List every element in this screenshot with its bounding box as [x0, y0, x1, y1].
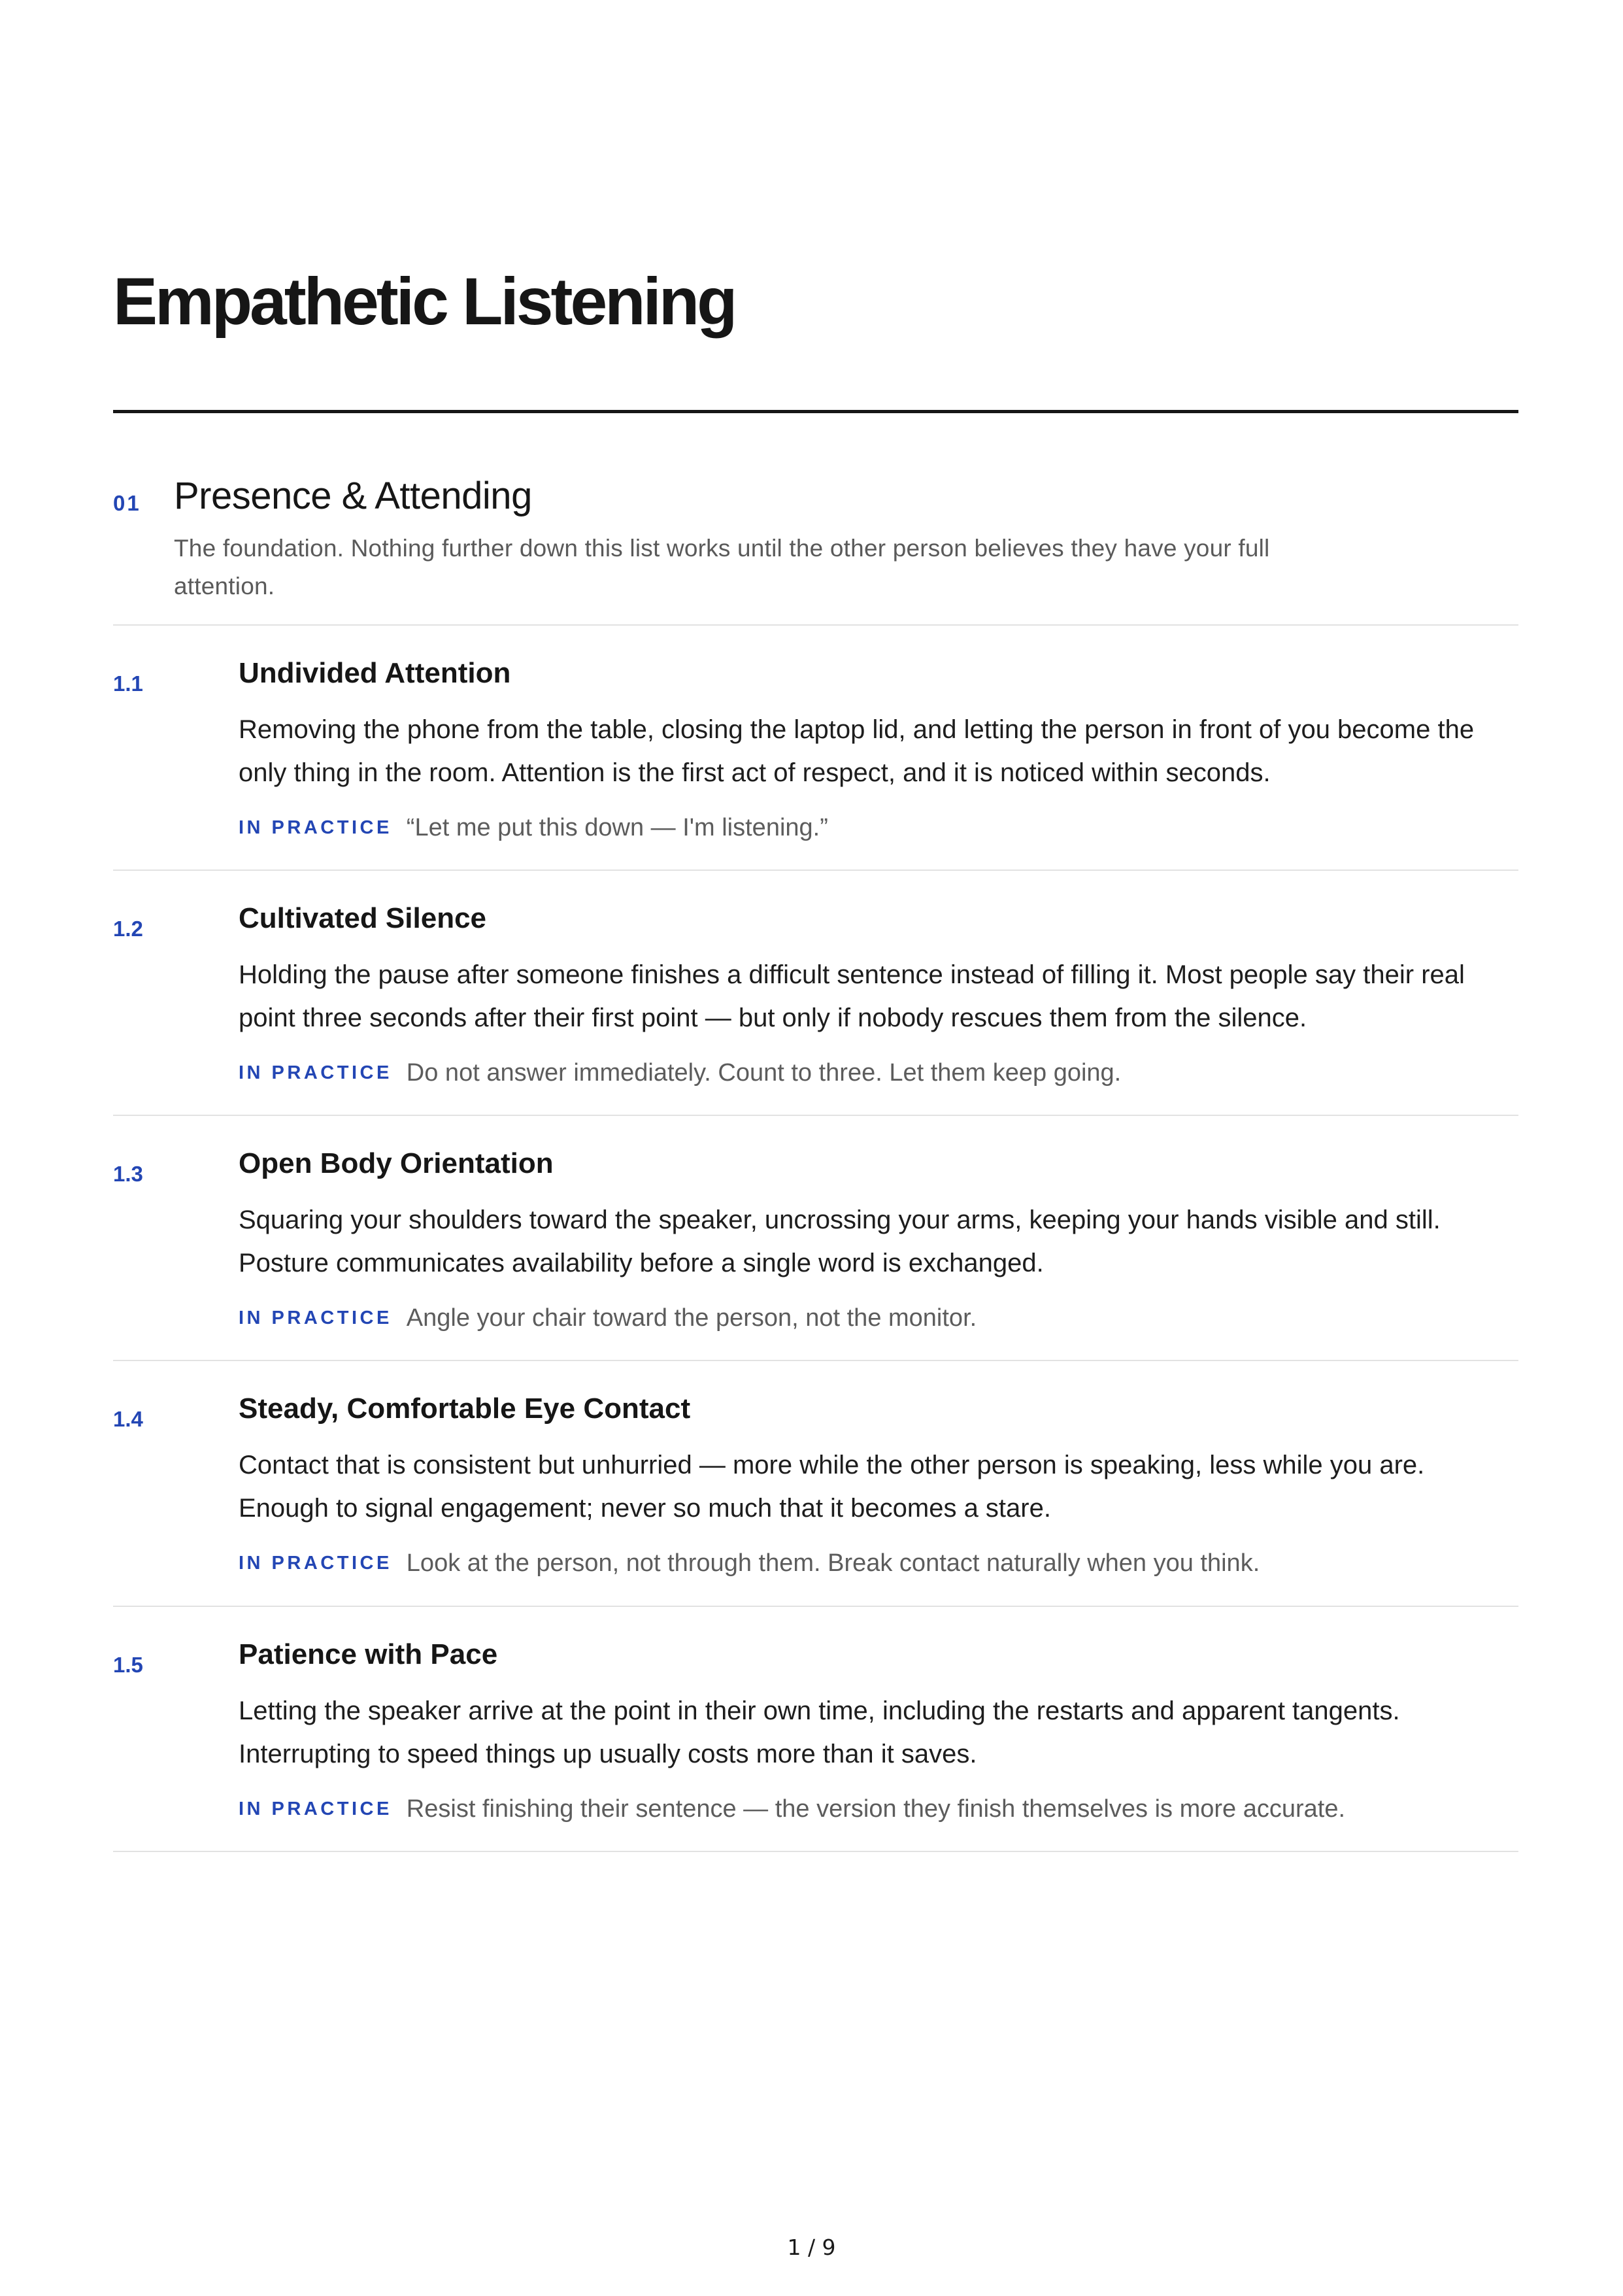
- in-practice-text: Look at the person, not through them. Break contact naturally when you think.: [406, 1549, 1260, 1577]
- in-practice-label: IN PRACTICE: [239, 1798, 392, 1819]
- in-practice-note: [239, 1059, 1121, 1087]
- document-page: [113, 0, 1518, 2296]
- item-number: 1.1: [113, 671, 143, 696]
- list-item: [113, 1393, 1518, 1638]
- item-number: 1.2: [113, 917, 143, 941]
- title-divider: [113, 410, 1518, 413]
- in-practice-note: [239, 1304, 977, 1332]
- section-number: 01: [113, 491, 141, 515]
- in-practice-label: IN PRACTICE: [239, 817, 392, 838]
- section-title: Presence & Attending: [174, 475, 532, 517]
- in-practice-label: IN PRACTICE: [239, 1062, 392, 1083]
- item-title: Patience with Pace: [239, 1638, 498, 1670]
- section-divider: [113, 624, 1518, 626]
- item-number: 1.5: [113, 1653, 143, 1677]
- item-body: Holding the pause after someone finishes a difficult sentence instead of filling it. Most people say their real point three seconds after their first point — but only if nobody rescues them from the silence.: [239, 960, 1465, 1032]
- item-body: Contact that is consistent but unhurried — more while the other person is speaking, less while you are. Enough to signal engagement; never so much that it becomes a stare.: [239, 1451, 1425, 1523]
- list-item: [113, 1147, 1518, 1393]
- item-body: Squaring your shoulders toward the speaker, uncrossing your arms, keeping your hands visible and still. Posture communicates availability before a single word is exchanged.: [239, 1206, 1441, 1277]
- in-practice-label: IN PRACTICE: [239, 1308, 392, 1328]
- item-divider: [113, 1360, 1518, 1361]
- item-body: Letting the speaker arrive at the point in their own time, including the restarts and apparent tangents. Interrupting to speed things up usually costs more than it saves.: [239, 1697, 1400, 1768]
- in-practice-text: Angle your chair toward the person, not the monitor.: [406, 1304, 977, 1332]
- section-description: The foundation. Nothing further down this list works until the other person believes they have your full attention.: [174, 535, 1270, 599]
- item-divider: [113, 869, 1518, 871]
- page-number: 1 / 9: [787, 2235, 836, 2260]
- in-practice-text: Resist finishing their sentence — the version they finish themselves is more accurate.: [406, 1795, 1346, 1823]
- in-practice-note: [239, 1549, 1260, 1578]
- item-number: 1.4: [113, 1407, 143, 1431]
- item-body: Removing the phone from the table, closing the laptop lid, and letting the person in front of you become the only thing in the room. Attention is the first act of respect, and it is noticed within seconds.: [239, 715, 1475, 787]
- list-item: [113, 1638, 1518, 1884]
- item-divider: [113, 1851, 1518, 1852]
- list-item: [113, 902, 1518, 1148]
- document-title: Empathetic Listening: [113, 264, 735, 339]
- item-title: Open Body Orientation: [239, 1147, 554, 1179]
- item-title: Steady, Comfortable Eye Contact: [239, 1393, 691, 1425]
- list-item: [113, 657, 1518, 903]
- in-practice-note: [239, 1795, 1345, 1823]
- item-divider: [113, 1115, 1518, 1116]
- in-practice-text: “Let me put this down — I'm listening.”: [406, 814, 828, 841]
- in-practice-label: IN PRACTICE: [239, 1553, 392, 1574]
- item-number: 1.3: [113, 1162, 143, 1186]
- in-practice-note: [239, 814, 828, 842]
- item-title: Undivided Attention: [239, 657, 511, 689]
- item-title: Cultivated Silence: [239, 902, 487, 934]
- item-divider: [113, 1606, 1518, 1607]
- in-practice-text: Do not answer immediately. Count to three. Let them keep going.: [406, 1059, 1122, 1087]
